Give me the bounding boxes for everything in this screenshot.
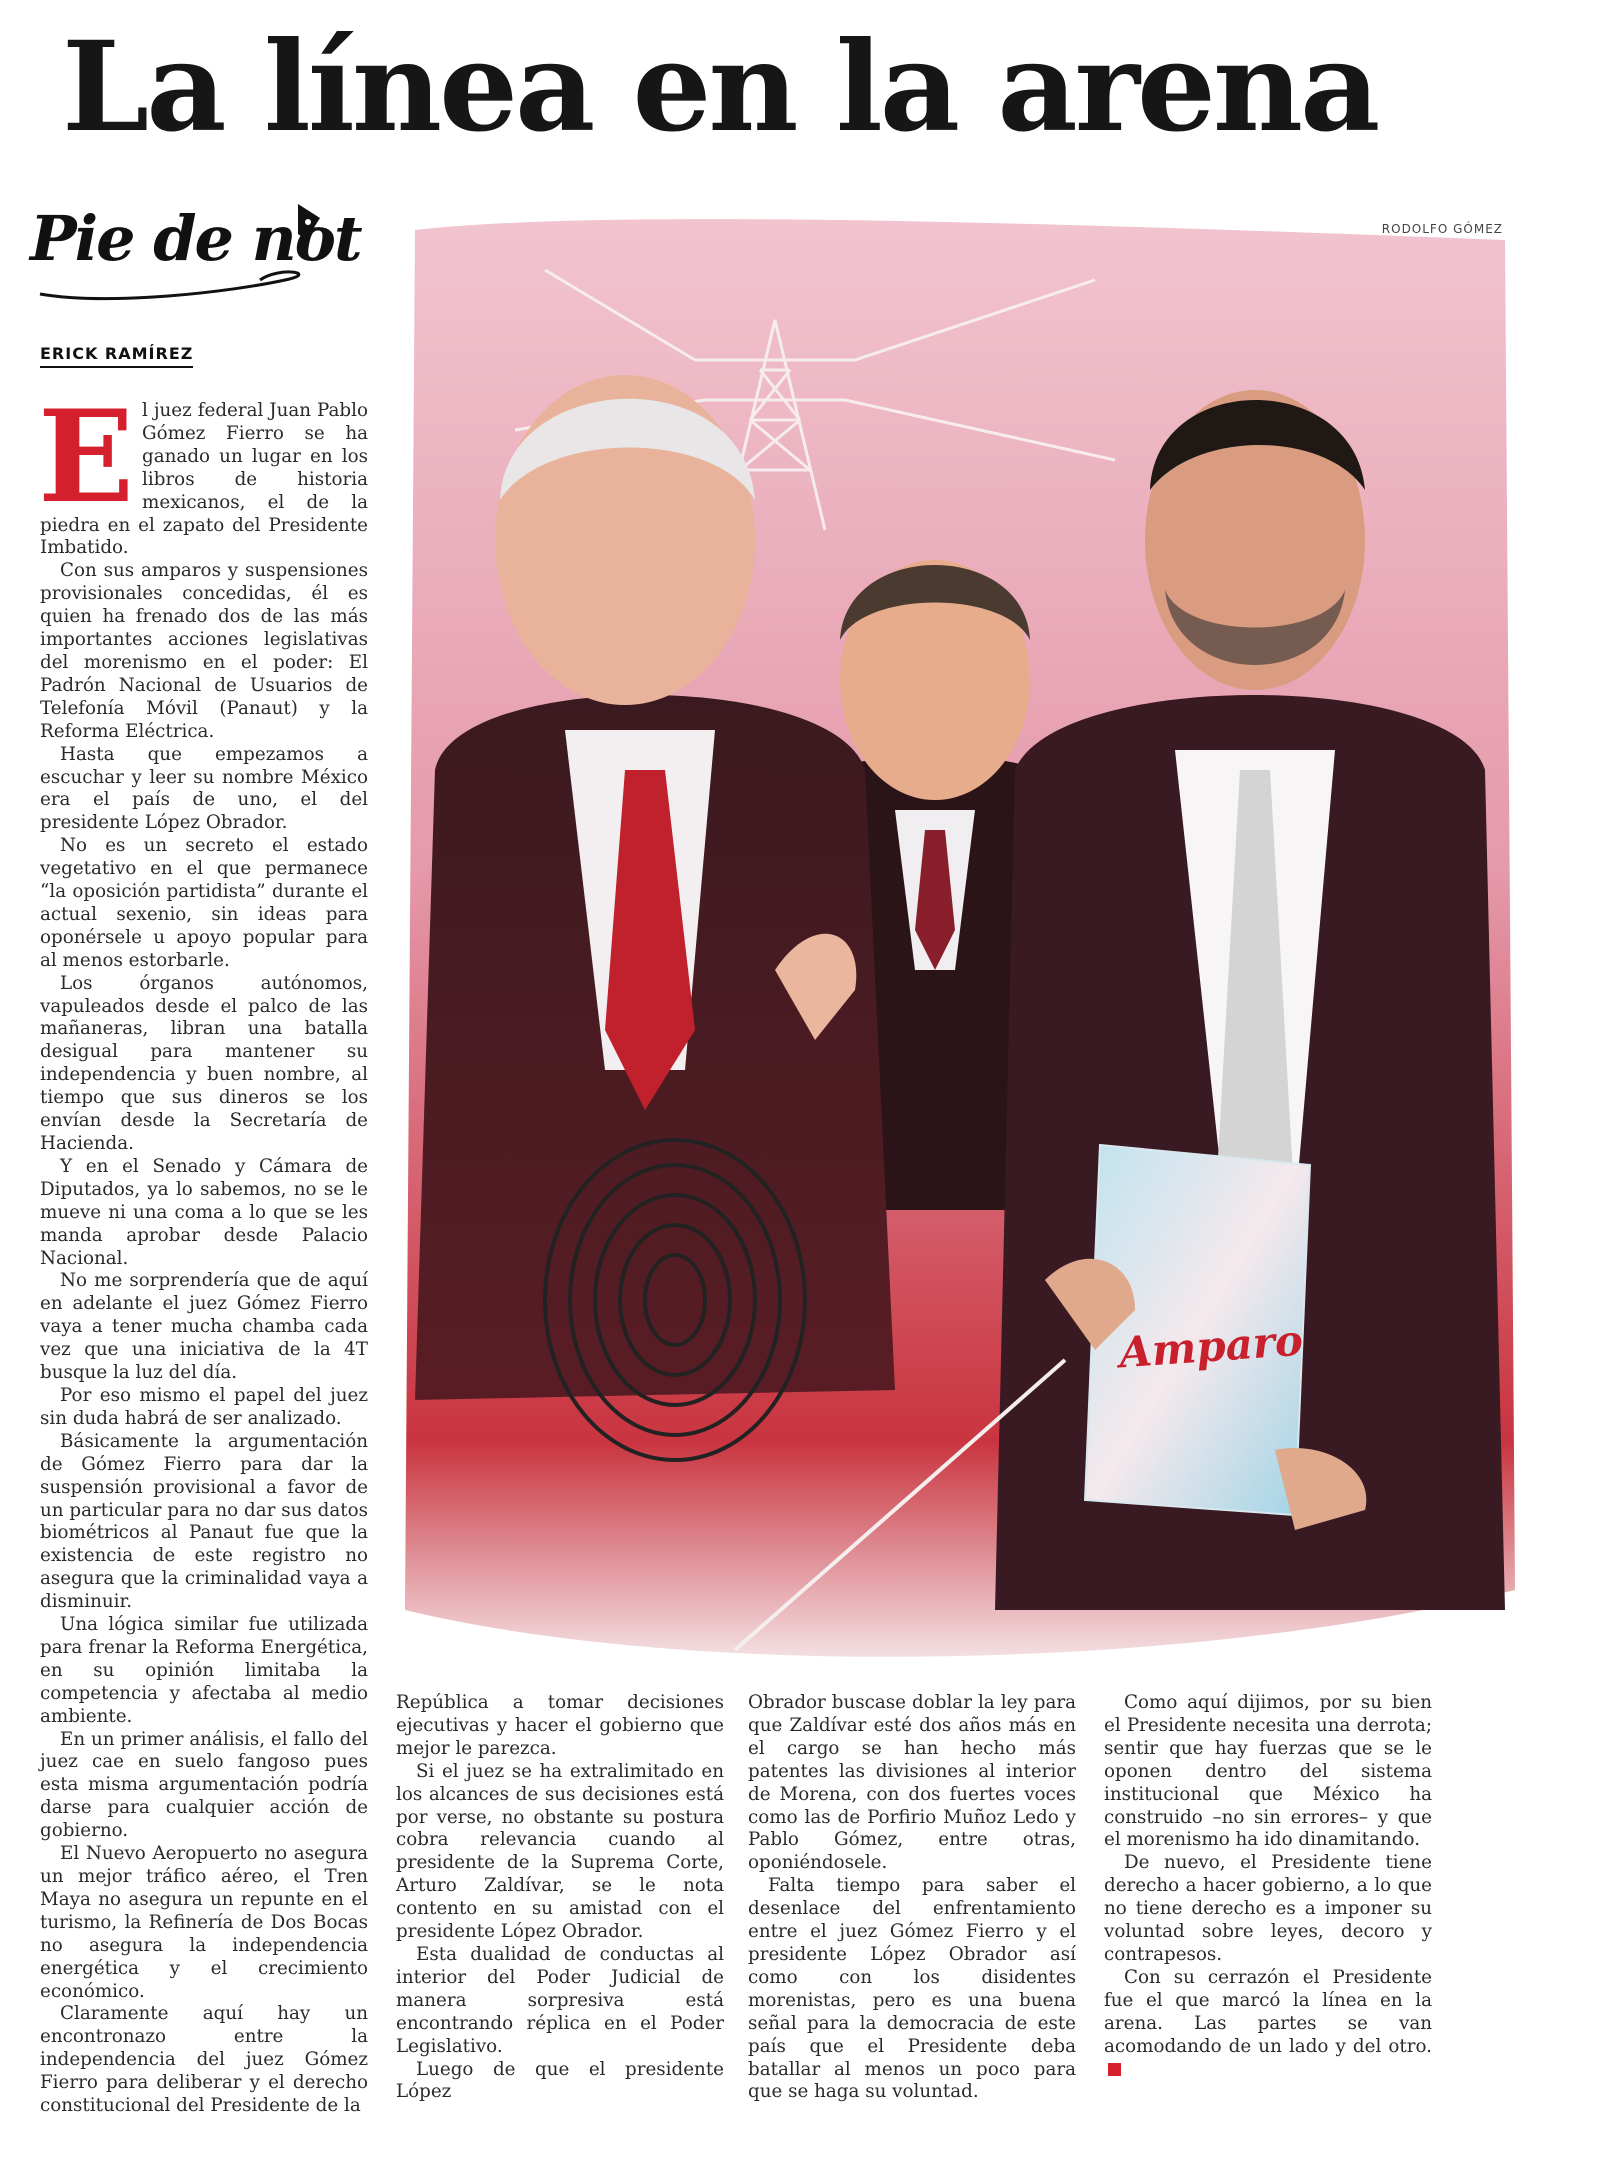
article-paragraph: En un primer análisis, el fallo del juez cae en suelo fangoso pues esta misma argumentación podría darse para cualquier acción de gobierno. [40,1728,368,1842]
article-column-1 [38,383,368,2118]
article-paragraph: Falta tiempo para saber el desenlace del enfrentamiento entre el juez Gómez Fierro y el presidente López Obrador así como con los disidentes morenistas, pero es una buena señal para la democracia de este país que el Presidente deba batallar al menos un poco para que se haga su voluntad. [748,1875,1076,2103]
photo-credit: RODOLFO GÓMEZ [1381,222,1503,236]
article-column-4 [1104,1692,1432,2081]
illustration [395,210,1525,1680]
article-paragraph: Hasta que empezamos a escuchar y leer su nombre México era el país de uno, el del presidente López Obrador. [40,743,368,834]
article-paragraph: Como aquí dijimos, por su bien el Presidente necesita una derrota; sentir que hay fuerzas que se le oponen dentro del sistema institucional que México ha construido –no sin errores– y que el morenismo ha ido dinamitando. [1104,1692,1432,1851]
article-paragraph: Y en el Senado y Cámara de Diputados, ya lo sabemos, no se le mueve ni una coma a lo que se les manda aprobar desde Palacio Nacional. [40,1155,368,1269]
article-paragraph: El juez federal Juan Pablo Gómez Fierro se ha ganado un lugar en los libros de historia mexicanos, el de la piedra en el zapato del Presidente Imbatido. [38,383,368,559]
article-paragraph: No me sorprendería que de aquí en adelante el juez Gómez Fierro vaya a tener mucha chamba cada vez que una iniciativa de la 4T busque la luz del día. [40,1270,368,1384]
article-paragraph: Si el juez se ha extralimitado en los alcances de sus decisiones está por verse, no obstante su postura cobra relevancia cuando al presidente de la Suprema Corte, Arturo Zaldívar, se le nota contento en su amistad con el presidente López Obrador. [396,1760,724,1943]
article-paragraph: República a tomar decisiones ejecutivas y hacer el gobierno que mejor le parezca. [396,1692,724,1759]
end-mark-icon: ‡ [1108,2063,1121,2076]
article-column-3 [748,1692,1076,2104]
article-paragraph: Por eso mismo el papel del juez sin duda habrá de ser analizado. [40,1384,368,1429]
amparo-document-label: Amparo [1117,1315,1305,1378]
article-paragraph: Con su cerrazón el Presidente fue el que marcó la línea en la arena. Las partes se van acomodando de un lado y del otro.‡ [1104,1966,1432,2075]
article-paragraph: Obrador buscase doblar la ley para que Zaldívar esté dos años más en el cargo se han hecho más patentes las divisiones al interior de Morena, con dos fuertes voces como las de Porfirio Muñoz Ledo y Pablo Gómez, entre otras, oponiéndosele. [748,1692,1076,1874]
article-paragraph: Luego de que el presidente López [396,2058,724,2103]
article-paragraph: Claramente aquí hay un encontronazo entre la independencia del juez Gómez Fierro para deliberar y el derecho constitucional del Presidente de la [40,2003,368,2117]
article-paragraph: De nuevo, el Presidente tiene derecho a hacer gobierno, a lo que no tiene derecho es a imponer su voluntad sobre leyes, decoro y contrapesos. [1104,1852,1432,1965]
headline: La línea en la arena [62,15,1378,160]
article-column-2 [396,1692,724,2104]
article-paragraph: Básicamente la argumentación de Gómez Fierro para dar la suspensión provisional a favor de un particular para no dar sus datos biométricos al Panaut fue que la existencia de este registro no asegura que la criminalidad vaya a disminuir. [40,1430,368,1613]
drop-cap: E [38,383,135,531]
byline: ERICK RAMÍREZ [40,344,193,368]
article-paragraph: No es un secreto el estado vegetativo en el que permanece “la oposición partidista” durante el actual sexenio, sin ideas para oponérsele u apoyo popular para al menos estorbarle. [40,835,368,971]
article-paragraph: Los órganos autónomos, vapuleados desde el palco de las mañaneras, libran una batalla desigual para mantener su independencia y buen nombre, al tiempo que sus dineros se los envían desde la Secretaría de Hacienda. [40,972,368,1154]
section-logo-text: Pie de not [30,202,361,275]
article-paragraph: Una lógica similar fue utilizada para frenar la Reforma Energética, en su opinión limitaba la competencia y afectaba al medio ambiente. [40,1614,368,1727]
article-paragraph: Esta dualidad de conductas al interior del Poder Judicial de manera sorpresiva está encontrando réplica en el Poder Legislativo. [396,1943,724,2057]
article-paragraph: Con sus amparos y suspensiones provisionales concedidas, él es quien ha frenado dos de las más importantes acciones legislativas del morenismo en el poder: El Padrón Nacional de Usuarios de Telefonía Móvil (Panaut) y la Reforma Eléctrica. [40,560,368,742]
section-logo [30,196,370,311]
article-paragraph: El Nuevo Aeropuerto no asegura un mejor tráfico aéreo, el Tren Maya no asegura un repunte en el turismo, la Refinería de Dos Bocas no asegura la independencia energética y el crecimiento económico. [40,1843,368,2002]
